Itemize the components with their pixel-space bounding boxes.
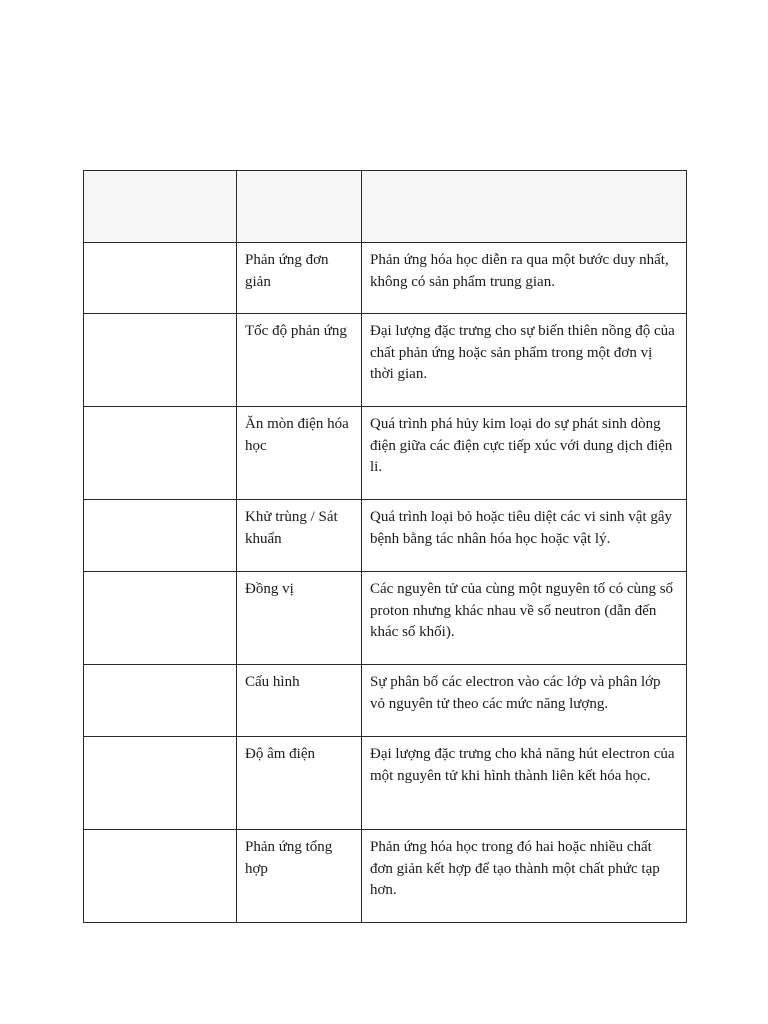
row-number-cell [84, 830, 237, 923]
table-row [84, 830, 687, 923]
term-cell: Cấu hình [237, 665, 362, 737]
definition-cell: Quá trình phá hủy kim loại do sự phát sinh dòng điện giữa các điện cực tiếp xúc với dung dịch điện li. [362, 407, 687, 500]
header-cell-term [237, 171, 362, 243]
definition-cell: Đại lượng đặc trưng cho sự biến thiên nồng độ của chất phản ứng hoặc sản phẩm trong một đơn vị thời gian. [362, 314, 687, 407]
definition-cell: Các nguyên tử của cùng một nguyên tố có cùng số proton nhưng khác nhau về số neutron (dẫn đến khác số khối). [362, 572, 687, 665]
row-number-cell [84, 407, 237, 500]
row-number-cell [84, 500, 237, 572]
definition-cell: Đại lượng đặc trưng cho khả năng hút electron của một nguyên tử khi hình thành liên kết hóa học. [362, 737, 687, 830]
term-cell: Ăn mòn điện hóa học [237, 407, 362, 500]
definition-cell: Sự phân bố các electron vào các lớp và phân lớp vỏ nguyên tử theo các mức năng lượng. [362, 665, 687, 737]
table-row [84, 243, 687, 314]
definition-cell: Phản ứng hóa học trong đó hai hoặc nhiều chất đơn giản kết hợp để tạo thành một chất phức tạp hơn. [362, 830, 687, 923]
definition-cell: Phản ứng hóa học diễn ra qua một bước duy nhất, không có sản phẩm trung gian. [362, 243, 687, 314]
table-row [84, 407, 687, 500]
term-cell: Phản ứng đơn giản [237, 243, 362, 314]
row-number-cell [84, 314, 237, 407]
table-row [84, 665, 687, 737]
definition-cell: Quá trình loại bỏ hoặc tiêu diệt các vi sinh vật gây bệnh bằng tác nhân hóa học hoặc vật lý. [362, 500, 687, 572]
header-cell-number [84, 171, 237, 243]
term-cell: Độ âm điện [237, 737, 362, 830]
term-cell: Phản ứng tổng hợp [237, 830, 362, 923]
header-cell-definition [362, 171, 687, 243]
term-cell: Khử trùng / Sát khuẩn [237, 500, 362, 572]
table-row [84, 737, 687, 830]
table-row [84, 572, 687, 665]
table-header-row [84, 171, 687, 243]
table-row [84, 314, 687, 407]
row-number-cell [84, 665, 237, 737]
term-cell: Đồng vị [237, 572, 362, 665]
glossary-table [83, 170, 687, 923]
table-row [84, 500, 687, 572]
row-number-cell [84, 572, 237, 665]
row-number-cell [84, 243, 237, 314]
term-cell: Tốc độ phản ứng [237, 314, 362, 407]
row-number-cell [84, 737, 237, 830]
